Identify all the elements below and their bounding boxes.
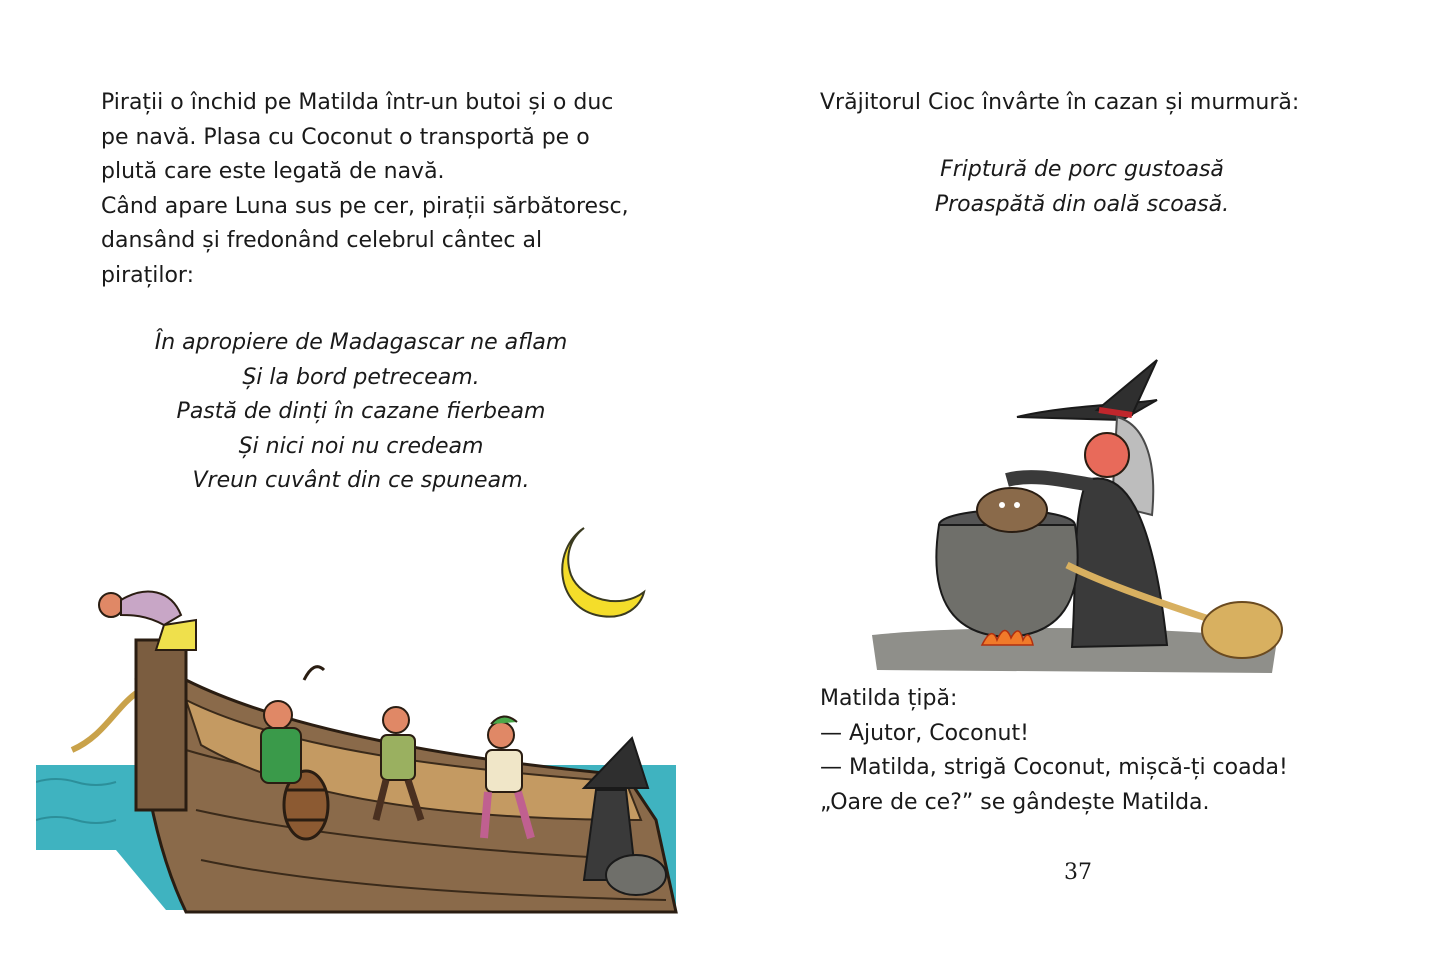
witch-face (1085, 433, 1129, 477)
rope (72, 690, 141, 750)
witch-hat-icon (1017, 360, 1157, 420)
song-line: În apropiere de Madagascar ne aflam (154, 330, 568, 355)
pirate-song (60, 326, 662, 499)
spell (782, 153, 1382, 222)
text-line: piraților: (101, 262, 194, 288)
dialog-line: — Ajutor, Coconut! (820, 720, 1029, 746)
witch-cauldron-illustration (867, 355, 1287, 675)
dialog-text (820, 682, 1288, 820)
text-line: Când apare Luna sus pe cer, pirații sărbătoresc, (101, 193, 629, 219)
dialog-line: Matilda țipă: (820, 686, 958, 711)
dialog-line: — Matilda, strigă Coconut, mișcă-ți coada! (820, 755, 1288, 780)
intro-text: Vrăjitorul Cioc învârte în cazan și murmură: (820, 90, 1300, 115)
text-line: pe navă. Plasa cu Coconut o transportă pe o (101, 124, 590, 150)
moon-icon (562, 528, 644, 617)
dialog-line: „Oare de ce?” se gândește Matilda. (820, 789, 1210, 815)
narrative-text (101, 86, 661, 293)
song-line: Pastă de dinți în cazane fierbeam (176, 399, 546, 424)
pig-in-cauldron (977, 488, 1047, 532)
text-line: plută care este legată de navă. (101, 159, 445, 184)
bow-post (136, 640, 186, 810)
page-number: 37 (1064, 860, 1092, 885)
song-line: Vreun cuvânt din ce spuneam. (192, 468, 530, 493)
text-line: Pirații o închid pe Matilda într-un butoi și o duc (101, 90, 614, 115)
spell-line: Friptură de porc gustoasă (940, 157, 1224, 182)
spell-line: Proaspătă din oală scoasă. (934, 191, 1230, 217)
right-page (722, 0, 1445, 979)
song-line: Și la bord petreceam. (242, 364, 480, 390)
pirate-ship-illustration (36, 520, 696, 920)
text-line: dansând și fredonând celebrul cântec al (101, 228, 543, 253)
song-line: Și nici noi nu credeam (238, 433, 484, 459)
left-page (0, 0, 722, 979)
